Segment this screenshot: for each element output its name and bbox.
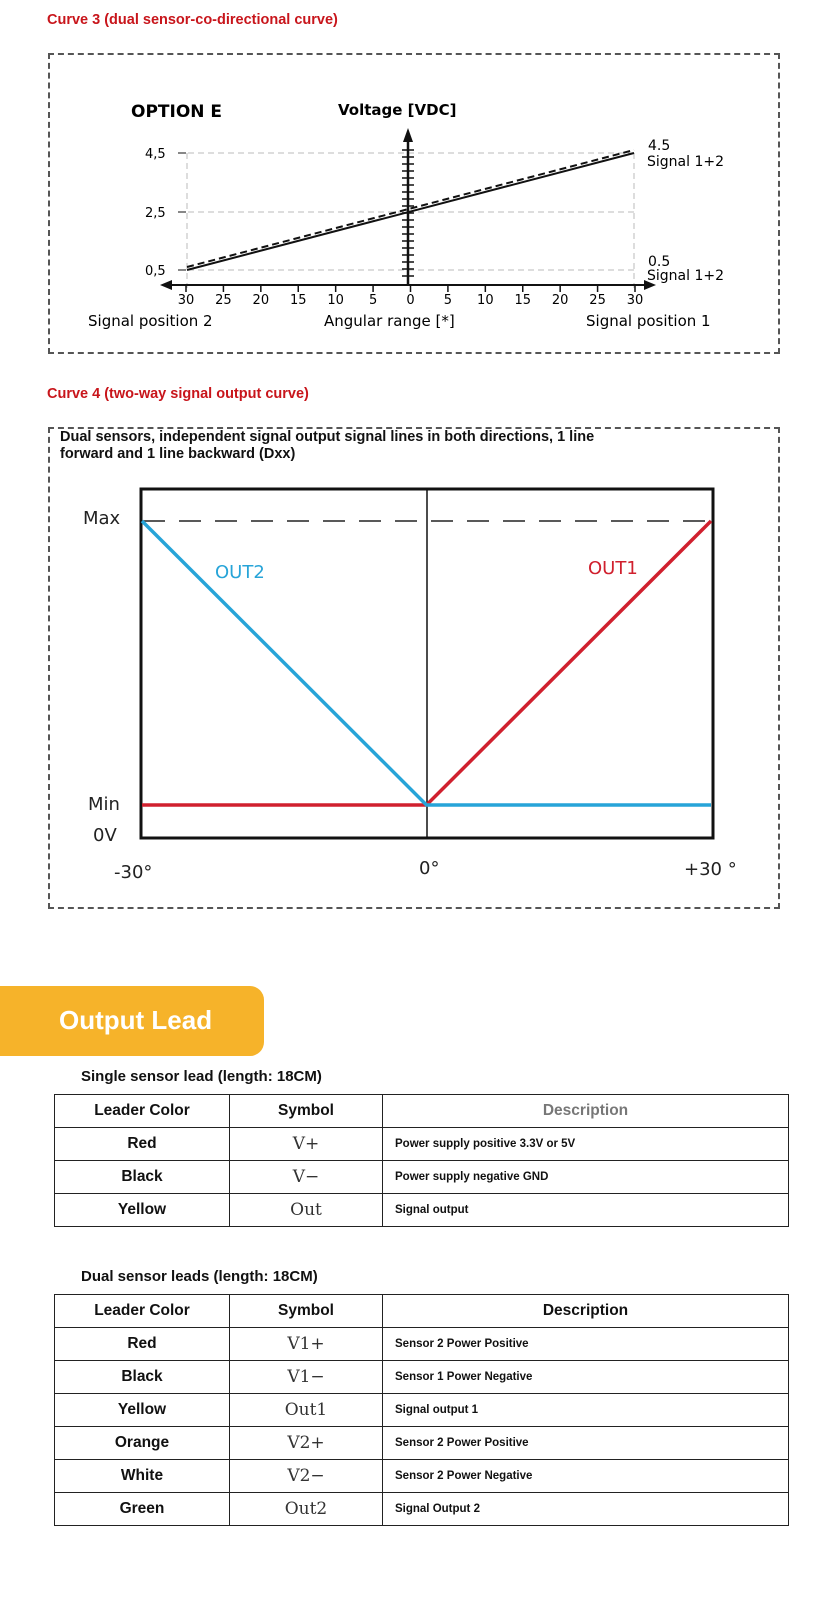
table-row xyxy=(55,1161,789,1194)
c3-bottom-signal: Signal 1+2 xyxy=(647,268,724,284)
c3-ytick-05: 0,5 xyxy=(145,264,166,279)
table-row xyxy=(55,1128,789,1161)
c3-top-signal: Signal 1+2 xyxy=(647,154,724,170)
single-lead-description-cell: Signal output xyxy=(383,1194,789,1227)
dual-lead-symbol-cell: V1+ xyxy=(230,1328,383,1361)
dual-lead-description-cell: Sensor 2 Power Positive xyxy=(383,1328,789,1361)
dual-lead-color-cell: Green xyxy=(55,1493,230,1526)
single-header-color: Leader Color xyxy=(55,1095,230,1128)
dual-lead-table xyxy=(54,1294,789,1526)
table-row xyxy=(55,1460,789,1493)
curve4-title: Curve 4 (two-way signal output curve) xyxy=(47,386,309,402)
c3-xtick-label: 5 xyxy=(368,293,378,308)
c3-y-axis-label: Voltage [VDC] xyxy=(338,101,457,119)
c3-ytick-45: 4,5 xyxy=(145,147,166,162)
dual-lead-color-cell: Yellow xyxy=(55,1394,230,1427)
single-lead-caption: Single sensor lead (length: 18CM) xyxy=(81,1068,322,1085)
c3-xtick-label: 15 xyxy=(514,293,532,308)
c4-max-label: Max xyxy=(83,508,121,529)
single-lead-color-cell: Yellow xyxy=(55,1194,230,1227)
single-lead-color-cell: Red xyxy=(55,1128,230,1161)
curve4-caption-line2: forward and 1 line backward (Dxx) xyxy=(60,446,296,462)
dual-lead-color-cell: Black xyxy=(55,1361,230,1394)
c3-top-value: 4.5 xyxy=(648,138,671,154)
curve4-caption-line1: Dual sensors, independent signal output signal lines in both directions, 1 line xyxy=(60,429,595,445)
single-lead-symbol-cell: V− xyxy=(230,1161,383,1194)
single-lead-color-cell: Black xyxy=(55,1161,230,1194)
c3-xtick-label: 25 xyxy=(589,293,606,308)
c3-xtick-label: 25 xyxy=(215,293,232,308)
c4-min-label: Min xyxy=(88,794,120,815)
single-lead-description-cell: Power supply positive 3.3V or 5V xyxy=(383,1128,789,1161)
dual-header-color: Leader Color xyxy=(55,1295,230,1328)
dual-lead-color-cell: Orange xyxy=(55,1427,230,1460)
dual-lead-symbol-cell: V1− xyxy=(230,1361,383,1394)
output-lead-tab xyxy=(0,986,264,1056)
table-row xyxy=(55,1361,789,1394)
dual-lead-description-cell: Signal output 1 xyxy=(383,1394,789,1427)
output-lead-tab-label: Output Lead xyxy=(59,1005,213,1035)
table-row xyxy=(55,1328,789,1361)
c3-bottom-value: 0.5 xyxy=(648,254,671,270)
c4-x-left: -30° xyxy=(114,862,153,883)
dual-lead-symbol-cell: V2− xyxy=(230,1460,383,1493)
c3-xtick-label: 30 xyxy=(626,293,644,308)
c3-ytick-25: 2,5 xyxy=(145,206,166,221)
c4-x-right: +30 ° xyxy=(684,859,737,880)
dual-header-symbol: Symbol xyxy=(230,1295,383,1328)
dual-lead-description-cell: Signal Output 2 xyxy=(383,1493,789,1526)
dual-lead-symbol-cell: Out1 xyxy=(230,1394,383,1427)
c3-x-axis-label: Angular range [*] xyxy=(324,312,455,330)
c3-option-label: OPTION E xyxy=(131,102,223,122)
dual-lead-description-cell: Sensor 2 Power Positive xyxy=(383,1427,789,1460)
c4-0v-label: 0V xyxy=(93,825,117,846)
curve3-title: Curve 3 (dual sensor-co-directional curve) xyxy=(47,12,338,28)
dual-lead-description-cell: Sensor 1 Power Negative xyxy=(383,1361,789,1394)
dual-lead-symbol-cell: Out2 xyxy=(230,1493,383,1526)
c3-xtick-label: 20 xyxy=(252,293,270,308)
c4-x-mid: 0° xyxy=(419,858,440,879)
c3-xtick-label: 0 xyxy=(406,293,415,308)
dual-lead-color-cell: White xyxy=(55,1460,230,1493)
table-row xyxy=(55,1493,789,1526)
c3-xtick-label: 30 xyxy=(177,293,195,308)
single-header-symbol: Symbol xyxy=(230,1095,383,1128)
single-header-description: Description xyxy=(383,1095,789,1128)
c3-xtick-label: 5 xyxy=(443,293,453,308)
single-lead-description-cell: Power supply negative GND xyxy=(383,1161,789,1194)
dual-lead-symbol-cell: V2+ xyxy=(230,1427,383,1460)
dual-lead-description-cell: Sensor 2 Power Negative xyxy=(383,1460,789,1493)
table-row xyxy=(55,1394,789,1427)
single-lead-table xyxy=(54,1094,789,1227)
table-row xyxy=(55,1194,789,1227)
c3-left-label: Signal position 2 xyxy=(88,312,213,330)
c3-right-label: Signal position 1 xyxy=(586,312,711,330)
single-lead-symbol-cell: Out xyxy=(230,1194,383,1227)
table-row xyxy=(55,1427,789,1460)
c3-xtick-label: 20 xyxy=(551,293,569,308)
c3-xtick-label: 15 xyxy=(289,293,307,308)
c4-out2-label: OUT2 xyxy=(215,562,265,583)
c4-out1-label: OUT1 xyxy=(588,558,638,579)
dual-lead-color-cell: Red xyxy=(55,1328,230,1361)
c3-xtick-label: 10 xyxy=(477,293,494,308)
c3-xtick-label: 10 xyxy=(327,293,344,308)
single-lead-symbol-cell: V+ xyxy=(230,1128,383,1161)
dual-header-description: Description xyxy=(383,1295,789,1328)
dual-lead-caption: Dual sensor leads (length: 18CM) xyxy=(81,1268,318,1285)
